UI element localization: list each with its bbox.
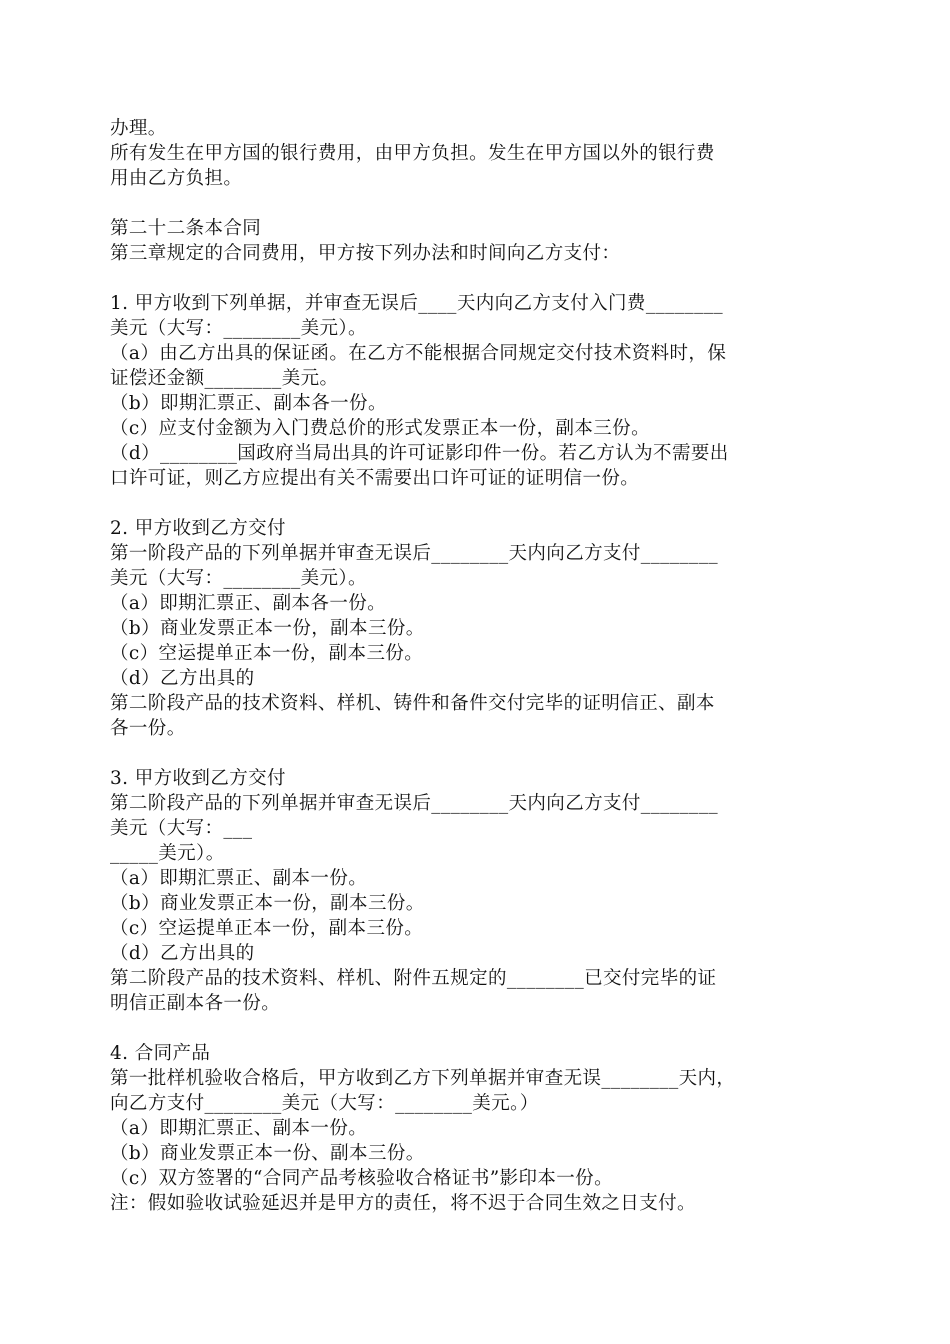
paragraph-spacer [110, 1016, 850, 1041]
list-item: （b）商业发票正本一份，副本三份。 [110, 893, 425, 914]
text-line: 各一份。 [110, 718, 186, 739]
text-line: 所有发生在甲方国的银行费用，由甲方负担。发生在甲方国以外的银行费 [110, 143, 715, 164]
text-line: 第二阶段产品的技术资料、样机、铸件和备件交付完毕的证明信正、副本 [110, 693, 715, 714]
text-line: 第一批样机验收合格后，甲方收到乙方下列单据并审查无误________天内， [110, 1068, 736, 1089]
paragraph-spacer [110, 491, 850, 516]
list-item: （d）乙方出具的 [110, 668, 255, 689]
text-line: 明信正副本各一份。 [110, 993, 281, 1014]
text-line: 第一阶段产品的下列单据并审查无误后________天内向乙方支付________ [110, 543, 719, 564]
list-item: （c）空运提单正本一份，副本三份。 [110, 643, 424, 664]
list-item: （a）即期汇票正、副本一份。 [110, 1118, 368, 1139]
clause-heading: 3. 甲方收到乙方交付 [110, 768, 286, 789]
paragraph-spacer [110, 266, 850, 291]
text-line: 用由乙方负担。 [110, 168, 243, 189]
list-item: （d）________国政府当局出具的许可证影印件一份。若乙方认为不需要出 [110, 443, 729, 464]
note-line: 注：假如验收试验延迟并是甲方的责任，将不迟于合同生效之日支付。 [110, 1193, 696, 1214]
document-page [110, 116, 850, 1216]
list-item: （b）商业发票正本一份、副本三份。 [110, 1143, 425, 1164]
list-item: （c）应支付金额为入门费总价的形式发票正本一份，副本三份。 [110, 418, 650, 439]
clause-heading: 4. 合同产品 [110, 1043, 211, 1064]
text-line: 向乙方支付________美元（大写：________美元。） [110, 1093, 539, 1114]
list-item: （b）即期汇票正、副本各一份。 [110, 393, 387, 414]
list-item: （a）由乙方出具的保证函。在乙方不能根据合同规定交付技术资料时，保 [110, 343, 727, 364]
list-item: （b）商业发票正本一份，副本三份。 [110, 618, 425, 639]
list-item: （d）乙方出具的 [110, 943, 255, 964]
list-item: （a）即期汇票正、副本各一份。 [110, 593, 387, 614]
text-line: 美元（大写：___ [110, 818, 253, 839]
list-item: （a）即期汇票正、副本一份。 [110, 868, 368, 889]
text-line: 第二阶段产品的技术资料、样机、附件五规定的________已交付完毕的证 [110, 968, 717, 989]
paragraph-spacer [110, 191, 850, 216]
text-line: 口许可证，则乙方应提出有关不需要出口许可证的证明信一份。 [110, 468, 640, 489]
list-item: （c）双方签署的“合同产品考核验收合格证书”影印本一份。 [110, 1168, 613, 1189]
clause-heading: 2. 甲方收到乙方交付 [110, 518, 286, 539]
text-line: 办理。 [110, 118, 167, 139]
text-line: 美元（大写：________美元）。 [110, 318, 367, 339]
text-line: 第二阶段产品的下列单据并审查无误后________天内向乙方支付________ [110, 793, 719, 814]
text-line: 第三章规定的合同费用，甲方按下列办法和时间向乙方支付： [110, 243, 621, 264]
list-item: （c）空运提单正本一份，副本三份。 [110, 918, 424, 939]
text-line: _____美元）。 [110, 843, 225, 864]
text-line: 证偿还金额________美元。 [110, 368, 339, 389]
clause-heading: 1. 甲方收到下列单据，并审查无误后____天内向乙方支付入门费________ [110, 293, 724, 314]
section-heading: 第二十二条本合同 [110, 218, 262, 239]
paragraph-spacer [110, 741, 850, 766]
text-line: 美元（大写：________美元）。 [110, 568, 367, 589]
